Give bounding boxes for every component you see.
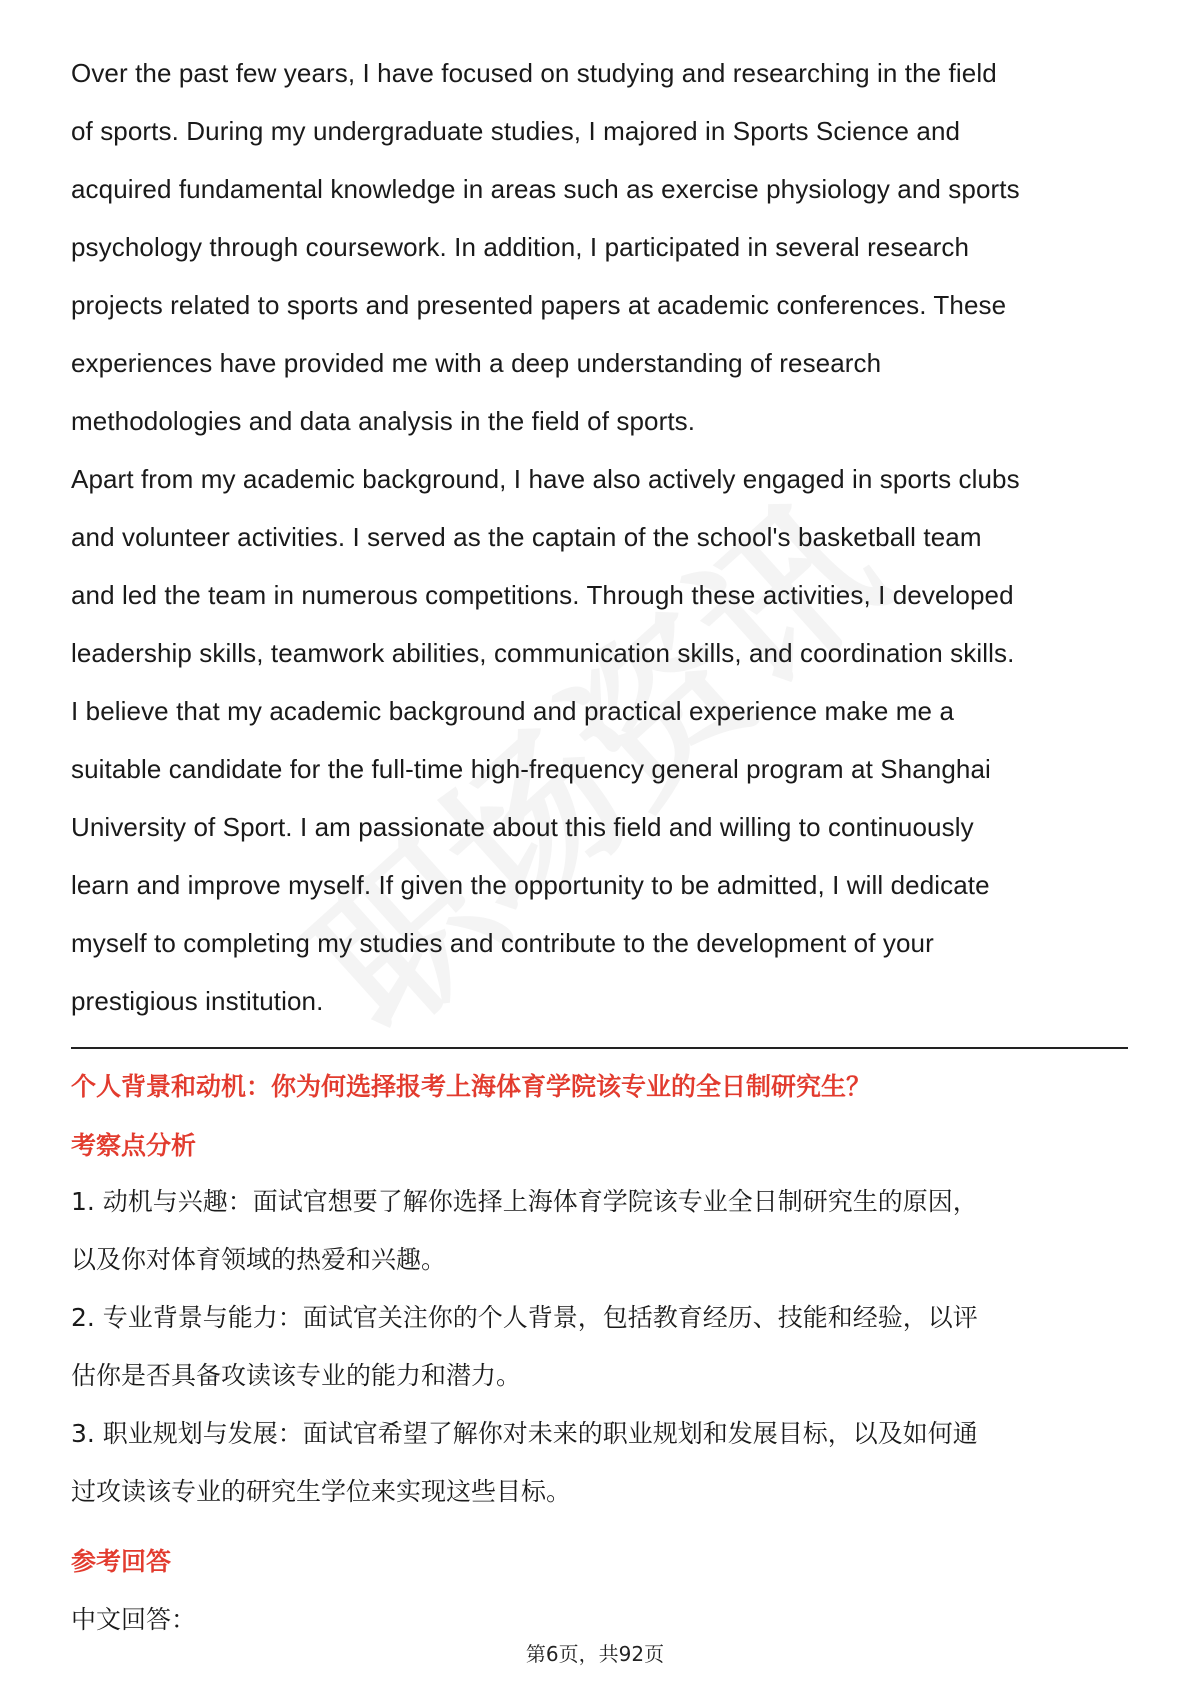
text-line: psychology through coursework. In addition, I participated in several research bbox=[71, 232, 970, 262]
question-heading: 个人背景和动机：你为何选择报考上海体育学院该专业的全日制研究生？ bbox=[71, 1072, 872, 1101]
text-line: and led the team in numerous competitions. Through these activities, I developed bbox=[71, 580, 1014, 610]
text-line: methodologies and data analysis in the field of sports. bbox=[71, 406, 696, 436]
text-line: myself to completing my studies and contribute to the development of your bbox=[71, 928, 934, 958]
text-line: learn and improve myself. If given the opportunity to be admitted, I will dedicate bbox=[71, 870, 990, 900]
text-line: leadership skills, teamwork abilities, communication skills, and coordination skills. bbox=[71, 638, 1015, 668]
analysis-line: 过攻读该专业的研究生学位来实现这些目标。 bbox=[71, 1477, 572, 1506]
analysis-line: 2. 专业背景与能力：面试官关注你的个人背景，包括教育经历、技能和经验，以评 bbox=[71, 1303, 978, 1332]
text-line: experiences have provided me with a deep understanding of research bbox=[71, 348, 882, 378]
text-line: suitable candidate for the full-time high-frequency general program at Shanghai bbox=[71, 754, 991, 784]
text-line: Apart from my academic background, I have also actively engaged in sports clubs bbox=[71, 464, 1020, 494]
page-number: 第6页，共92页 bbox=[525, 1642, 665, 1666]
chinese-answer-label: 中文回答： bbox=[71, 1605, 197, 1634]
text-line: University of Sport. I am passionate about this field and willing to continuously bbox=[71, 812, 974, 842]
section-divider bbox=[71, 1047, 1128, 1049]
text-line: projects related to sports and presented papers at academic conferences. These bbox=[71, 290, 1007, 320]
answer-heading: 参考回答 bbox=[71, 1547, 172, 1576]
paragraph-1 bbox=[71, 44, 1121, 450]
text-line: Over the past few years, I have focused on studying and researching in the field bbox=[71, 58, 997, 88]
analysis-line: 以及你对体育领域的热爱和兴趣。 bbox=[71, 1245, 447, 1274]
text-line: of sports. During my undergraduate studies, I majored in Sports Science and bbox=[71, 116, 961, 146]
text-line: prestigious institution. bbox=[71, 986, 324, 1016]
text-line: I believe that my academic background and practical experience make me a bbox=[71, 696, 954, 726]
paragraph-2 bbox=[71, 450, 1121, 1030]
analysis-line: 3. 职业规划与发展：面试官希望了解你对未来的职业规划和发展目标，以及如何通 bbox=[71, 1419, 978, 1448]
english-answer bbox=[71, 44, 1121, 1030]
analysis-line: 1. 动机与兴趣：面试官想要了解你选择上海体育学院该专业全日制研究生的原因， bbox=[71, 1187, 978, 1216]
text-line: acquired fundamental knowledge in areas such as exercise physiology and sports bbox=[71, 174, 1020, 204]
analysis-line: 估你是否具备攻读该专业的能力和潜力。 bbox=[71, 1361, 522, 1390]
analysis-heading: 考察点分析 bbox=[71, 1131, 197, 1160]
text-line: and volunteer activities. I served as the captain of the school's basketball team bbox=[71, 522, 982, 552]
